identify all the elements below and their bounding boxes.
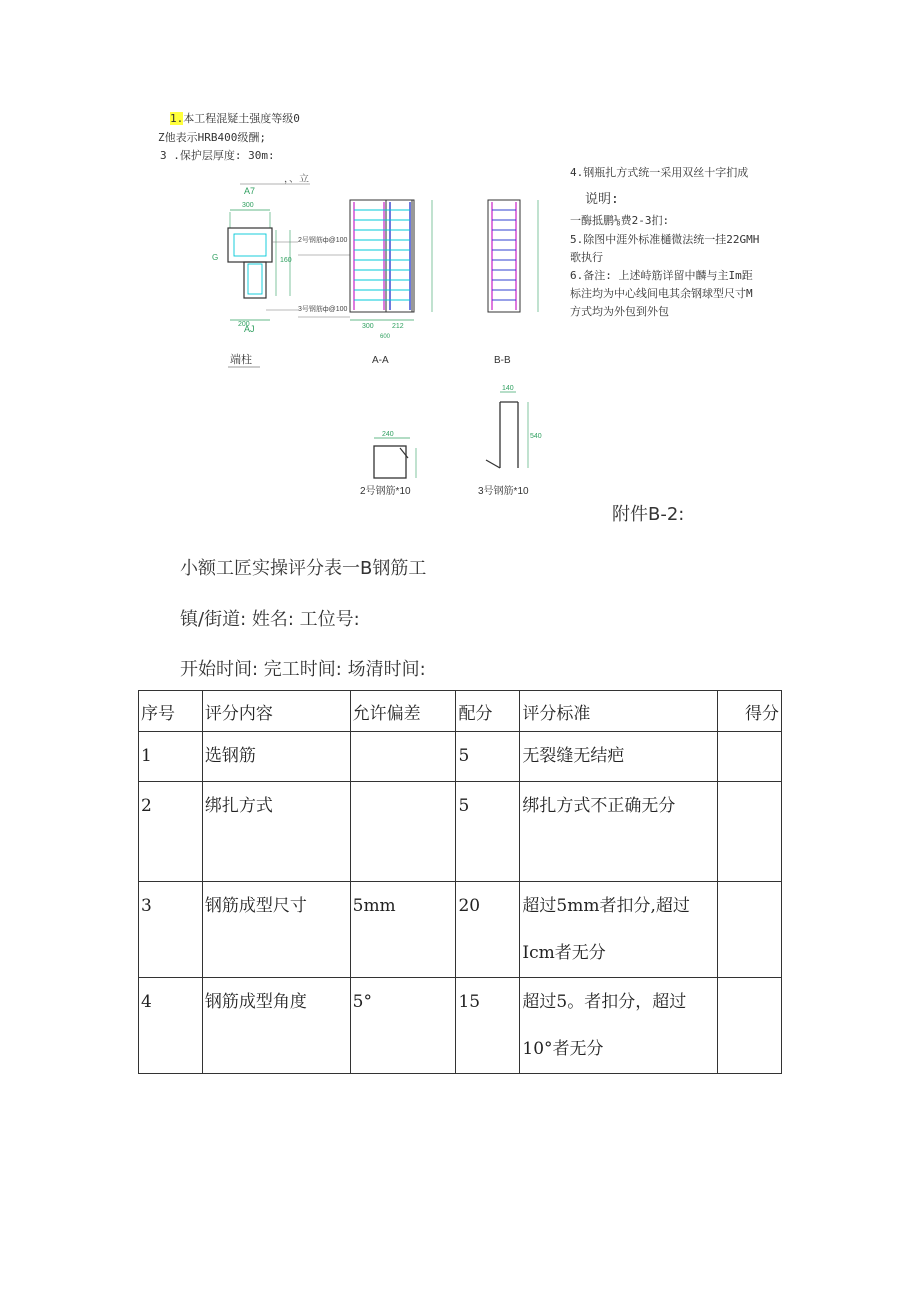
dim-bb-top: 140 bbox=[502, 385, 514, 392]
header-got: 得分 bbox=[718, 691, 782, 732]
table-row bbox=[139, 882, 782, 978]
cell-got bbox=[718, 782, 782, 882]
table-row bbox=[139, 978, 782, 1074]
explain-1: 一酶抵鹏⅛费2-3扪: bbox=[570, 214, 670, 227]
form-line-time: 开始时间: 完工时间: 场清时间: bbox=[180, 659, 426, 680]
caption-rebar3: 3号钢筋*10 bbox=[478, 486, 529, 497]
table-header-row bbox=[139, 691, 782, 732]
header-tolerance: 允许偏差 bbox=[350, 691, 456, 732]
section-aa bbox=[350, 200, 432, 340]
cell-no: 3 bbox=[139, 882, 203, 978]
dim-aa-left: 300 bbox=[362, 323, 374, 330]
cell-score: 15 bbox=[456, 978, 520, 1074]
cell-got bbox=[718, 978, 782, 1074]
explain-6b: 标注均为中心线间电其余钢球型尺寸M bbox=[570, 287, 753, 300]
cell-content: 钢筋成型尺寸 bbox=[202, 882, 350, 978]
dim-200: 200 bbox=[238, 321, 250, 328]
header-content: 评分内容 bbox=[202, 691, 350, 732]
cell-content: 绑扎方式 bbox=[202, 782, 350, 882]
note-2: Z他表示HRB400级酬; bbox=[158, 131, 266, 144]
note-1: 1.本工程混疑土强度等级0 bbox=[170, 112, 300, 125]
section-bb bbox=[488, 200, 538, 312]
cell-standard: 超过5mm者扣分,超过Icm者无分 bbox=[520, 882, 718, 978]
caption-rebar2: 2号钢筋*10 bbox=[360, 486, 411, 497]
caption-duanzhu: 端柱 bbox=[230, 354, 252, 366]
rebar2-shape bbox=[374, 431, 416, 478]
score-table bbox=[138, 690, 782, 1074]
note-3: 3 .保护层厚度: 30m: bbox=[160, 149, 275, 162]
cell-score: 20 bbox=[456, 882, 520, 978]
explain-5b: 歌执行 bbox=[570, 251, 603, 264]
rebar3-label: 3号钢筋ф@100 bbox=[298, 306, 348, 313]
note-4: 4.钢瓶扎方式统一采用双丝十字扪成 bbox=[570, 166, 749, 179]
header-standard: 评分标准 bbox=[520, 691, 718, 732]
dim-bb-side: 540 bbox=[530, 433, 542, 440]
cell-tolerance: 5° bbox=[350, 978, 456, 1074]
explain-5a: 5.除图中涯外标准樋微法统一挂22GMH bbox=[570, 233, 760, 246]
dim-300: 300 bbox=[242, 202, 254, 209]
cell-got bbox=[718, 732, 782, 782]
cell-tolerance: 5mm bbox=[350, 882, 456, 978]
dim-aa-right: 212 bbox=[392, 323, 404, 330]
cell-tolerance bbox=[350, 782, 456, 882]
caption-bb: B-B bbox=[494, 355, 511, 366]
dim-240: 240 bbox=[382, 431, 394, 438]
cell-standard: 超过5。者扣分，超过10°者无分 bbox=[520, 978, 718, 1074]
cell-content: 选钢筋 bbox=[202, 732, 350, 782]
cell-standard: 无裂缝无结疤 bbox=[520, 732, 718, 782]
header-no: 序号 bbox=[139, 691, 203, 732]
table-row bbox=[139, 732, 782, 782]
table-row bbox=[139, 782, 782, 882]
attachment-label: 附件B-2: bbox=[612, 504, 685, 525]
explain-6c: 方式均为外包到外包 bbox=[570, 305, 669, 318]
explain-6a: 6.备注: 上述峙筋详留中麟与主Im距 bbox=[570, 269, 753, 282]
rebar2-label: 2号钢筋ф@100 bbox=[298, 237, 348, 244]
rebar-drawing bbox=[200, 170, 570, 500]
column-plan bbox=[212, 228, 292, 298]
form-line-location: 镇/街道: 姓名: 工位号: bbox=[180, 609, 360, 630]
section-a-top: A7 bbox=[244, 186, 256, 196]
dim-aa-total: 600 bbox=[380, 334, 391, 340]
header-score: 配分 bbox=[456, 691, 520, 732]
form-title: 小额工匠实操评分表一B钢筋工 bbox=[180, 558, 427, 579]
svg-text:160: 160 bbox=[280, 257, 292, 264]
cell-score: 5 bbox=[456, 782, 520, 882]
caption-aa: A-A bbox=[372, 355, 389, 366]
cell-score: 5 bbox=[456, 732, 520, 782]
rebar3-shape bbox=[486, 385, 542, 468]
cell-no: 1 bbox=[139, 732, 203, 782]
drawing-top-label: ，、立 bbox=[284, 174, 309, 185]
cell-no: 2 bbox=[139, 782, 203, 882]
cell-content: 钢筋成型角度 bbox=[202, 978, 350, 1074]
section-a-bottom: AJ bbox=[244, 324, 255, 334]
cell-no: 4 bbox=[139, 978, 203, 1074]
cell-standard: 绑扎方式不正确无分 bbox=[520, 782, 718, 882]
cell-tolerance bbox=[350, 732, 456, 782]
cell-got bbox=[718, 882, 782, 978]
explain-title: 说明: bbox=[585, 192, 619, 207]
svg-text:G: G bbox=[212, 253, 219, 262]
